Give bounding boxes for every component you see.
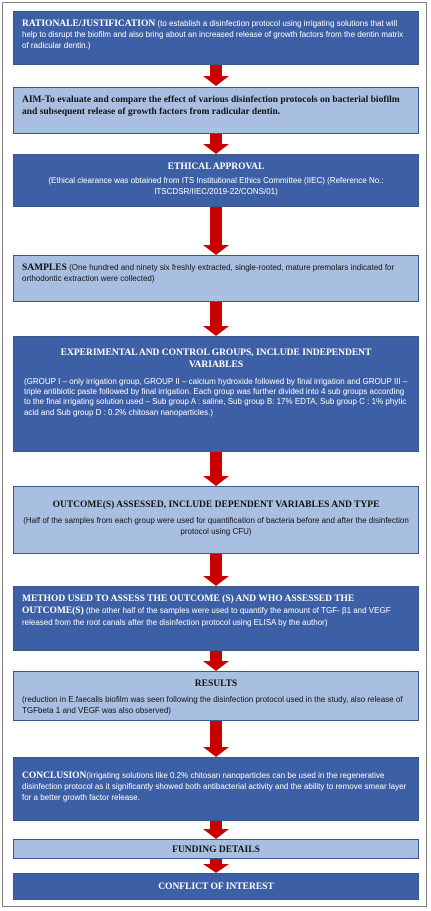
results-box xyxy=(13,671,419,721)
rationale-text: (to establish a disinfection protocol using irrigating solutions that will help to disrupt the biofilm and also bring about an increased release of growth factors from the dentin matrix of radicular dentin.) xyxy=(22,19,404,50)
flow-arrow xyxy=(203,207,229,255)
groups-text: (GROUP I – only irrigation group, GROUP II – calcium hydroxide followed by final irrigation and GROUP III – triple antibiotic paste followed by final irrigation. Each group was further divided into 4 sub groups according to the final irrigating solution used – Sub group A : saline, Sub group B: 17% EDTA, Sub group C : 1% phytic acid and Sub group D : 0.2% chitosan nanoparticles.) xyxy=(24,376,408,417)
method-heading: METHOD USED TO ASSESS THE OUTCOME (S) AND WHO ASSESSED THE OUTCOME(S) xyxy=(22,594,355,617)
flow-arrow xyxy=(203,65,229,86)
conclusion-text: (irrigating solutions like 0.2% chitosan nanoparticles can be used in the regenerative disinfection protocol as it significantly showed both antibacterial activity and the ability to remove smear layer for a better growth factor release. xyxy=(22,771,407,802)
samples-text: (One hundred and ninety six freshly extracted, single-rooted, mature premolars indicated for orthodontic extraction were collected) xyxy=(22,263,395,284)
samples-heading: SAMPLES xyxy=(22,263,67,273)
groups-box xyxy=(13,336,419,452)
ethical-approval-box xyxy=(13,154,419,207)
flowchart-frame xyxy=(2,2,427,907)
flow-arrow xyxy=(203,721,229,757)
funding-heading: FUNDING DETAILS xyxy=(172,845,260,855)
results-heading: RESULTS xyxy=(194,679,238,689)
results-text: (reduction in E.faecalis biofilm was seen following the disinfection protocol used in the study, also release of TGFbeta 1 and VEGF was also observed) xyxy=(22,695,403,715)
conclusion-heading: CONCLUSION xyxy=(22,771,87,781)
flow-arrow xyxy=(203,651,229,671)
outcomes-heading: OUTCOME(S) ASSESSED, INCLUDE DEPENDENT VARIABLES AND TYPE xyxy=(52,500,380,510)
flow-arrow xyxy=(203,452,229,486)
method-text: (the other half of the samples were used to quantify the amount of TGF- β1 and VEGF released from the root canals after the disinfection protocol using ELISA by the author) xyxy=(22,606,391,627)
aim-text: AIM-To evaluate and compare the effect of various disinfection protocols on bacterial biofilm and subsequent release of growth factors from radicular dentin. xyxy=(22,95,400,118)
groups-heading: EXPERIMENTAL AND CONTROL GROUPS, INCLUDE INDEPENDENT VARIABLES xyxy=(60,348,372,371)
flow-arrow xyxy=(203,302,229,336)
conclusion-box xyxy=(13,757,419,821)
flow-arrow xyxy=(203,554,229,586)
ethical-approval-text: (Ethical clearance was obtained from ITS Institutional Ethics Committee (IIEC) (Reference No.: ITSCDSR/IIEC/2019-22/CONS/01) xyxy=(48,176,384,196)
rationale-heading: RATIONALE/JUSTIFICATION xyxy=(22,19,156,29)
flow-arrow xyxy=(203,134,229,154)
flow-arrow xyxy=(203,859,229,873)
conflict-box xyxy=(13,873,419,900)
method-box xyxy=(13,586,419,651)
aim-box xyxy=(13,87,419,134)
outcomes-text: (Half of the samples from each group were used for quantification of bacteria before and after the disinfection protocol using CFU) xyxy=(23,516,409,536)
conflict-heading: CONFLICT OF INTEREST xyxy=(158,882,274,892)
funding-box xyxy=(13,839,419,859)
ethical-approval-heading: ETHICAL APPROVAL xyxy=(167,162,265,172)
rationale-box xyxy=(13,11,419,65)
flow-arrow xyxy=(203,821,229,839)
outcomes-box xyxy=(13,486,419,554)
samples-box xyxy=(13,255,419,302)
